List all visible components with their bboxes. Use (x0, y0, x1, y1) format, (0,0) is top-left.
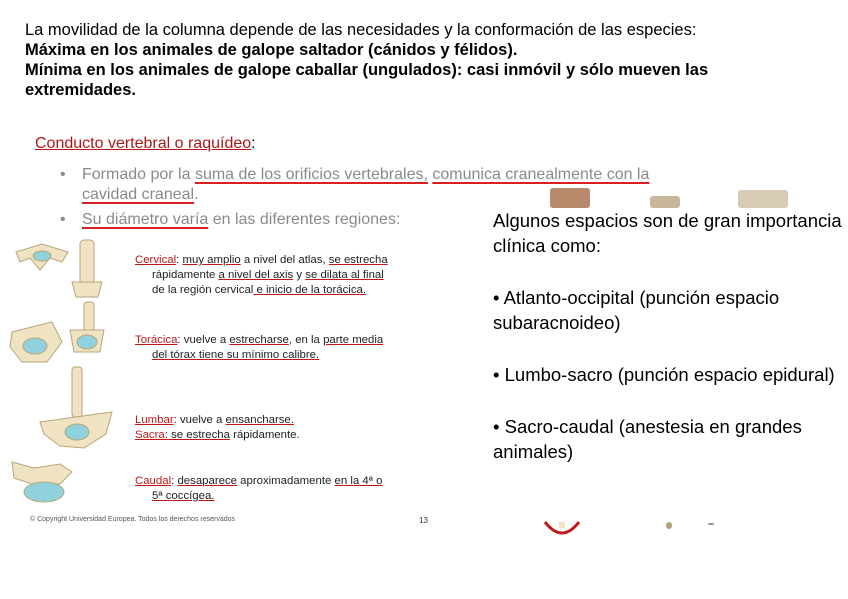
bullet1-underlined-2: comunica cranealmente con la (432, 166, 650, 183)
cervical-text-a: : (176, 254, 183, 266)
section-title-text: Conducto vertebral o raquídeo (35, 135, 252, 152)
cervical-text-e: de la región cervical (152, 284, 254, 296)
bullet-dot-icon: • (60, 211, 66, 228)
cervical-text-c: rápidamente (152, 269, 219, 281)
anatomy-photo-2 (650, 196, 680, 208)
bullet1-end: . (194, 186, 199, 203)
toracica-text-a: : vuelve a (177, 334, 230, 346)
bullet1-underlined-1: suma de los orificios vertebrales, (194, 166, 428, 183)
lumbar-text-a: : vuelve a (173, 414, 226, 426)
callout-item-lumbo-sacro: • Lumbo-sacro (punción espacio epidural) (493, 364, 835, 385)
clinical-callout (493, 208, 843, 464)
bullet1-pre: Formado por la (82, 166, 195, 183)
anatomy-fragment-icon (542, 518, 582, 540)
segment-toracica (135, 333, 470, 363)
cervical-underlined-3: a nivel del axis (218, 269, 294, 281)
caudal-underlined-2: en la 4ª o (334, 475, 383, 487)
toracica-underlined-3: del tórax tiene su mínimo calibre. (152, 349, 320, 361)
toracica-underlined-2: parte media (323, 334, 384, 346)
intro-line-1: La movilidad de la columna depende de las necesidades y la conformación de las especies: (25, 21, 697, 39)
intro-text (25, 20, 745, 100)
toracica-label: Torácica (135, 334, 178, 346)
segment-caudal (135, 474, 470, 504)
anatomy-photo-1 (550, 188, 590, 208)
intro-line-3: Mínima en los animales de galope caballar (ungulados): casi inmóvil y sólo mueven las extremidades. (25, 61, 709, 99)
page-number: 13 (419, 516, 428, 525)
anatomy-fragment-2 (666, 522, 672, 529)
sacra-underlined-1: : se estrecha (164, 429, 230, 441)
caudal-text-b: aproximadamente (236, 475, 335, 487)
lumbar-label: Lumbar (135, 414, 174, 426)
cervical-label: Cervical (135, 254, 177, 266)
cervical-text-d: y (293, 269, 306, 281)
segment-lumbar-sacra (135, 413, 470, 443)
bullet-dot-icon: • (60, 166, 66, 183)
callout-item-atlanto-occipital: • Atlanto-occipital (punción espacio subaracnoideo) (493, 287, 780, 333)
bullet-canal-formation (60, 165, 805, 205)
footer-copyright: © Copyright Universidad Europea. Todos los derechos reservados (30, 516, 236, 523)
toracica-underlined-1: estrecharse (229, 334, 289, 346)
cervical-underlined-2: se estrecha (328, 254, 388, 266)
section-title (35, 135, 256, 153)
caudal-label: Caudal (135, 475, 172, 487)
cervical-underlined-4: se dilata al final (305, 269, 384, 281)
sacra-text-a: rápidamente. (229, 429, 300, 441)
bullet2-rest: en las diferentes regiones: (208, 211, 401, 228)
toracica-text-b: , en la (288, 334, 324, 346)
bullet2-underlined: Su diámetro varía (82, 211, 209, 228)
caudal-text-a: : (171, 475, 178, 487)
segment-cervical (135, 253, 470, 298)
lumbar-underlined-1: ensancharse. (225, 414, 294, 426)
sacra-label: Sacra (135, 429, 165, 441)
callout-intro: Algunos espacios son de gran importancia clínica como: (493, 210, 842, 256)
cervical-underlined-5: e inicio de la torácica. (253, 284, 367, 296)
caudal-underlined-1: desaparece (177, 475, 237, 487)
bullet1-underlined-3: cavidad craneal (82, 186, 195, 203)
intro-line-2: Máxima en los animales de galope saltador (cánidos y félidos). (25, 41, 518, 59)
section-title-colon: : (251, 135, 256, 152)
vertebrae-illustration (2, 222, 132, 517)
callout-item-sacro-caudal: • Sacro-caudal (anestesia en grandes animales) (493, 416, 802, 462)
anatomy-photo-3 (738, 190, 788, 208)
cervical-text-b: a nivel del atlas, (240, 254, 329, 266)
caudal-underlined-3: 5ª coccígea. (152, 490, 215, 502)
cervical-underlined-1: muy amplio (182, 254, 241, 266)
anatomy-fragment-3 (708, 523, 714, 525)
